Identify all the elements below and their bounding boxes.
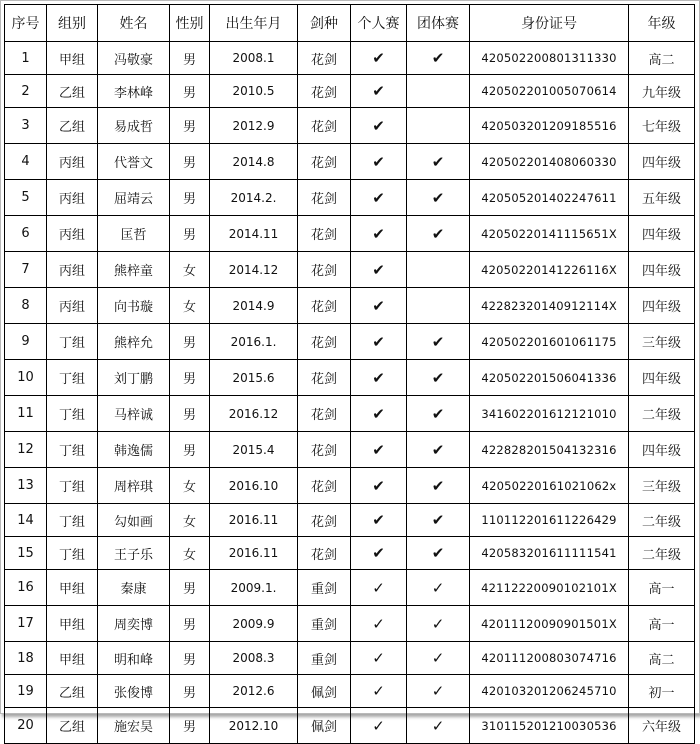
cell-group: 丙组 [47,180,98,216]
header-individual: 个人赛 [351,5,407,42]
cell-team-mark [407,108,470,144]
cell-weapon: 花剑 [298,180,351,216]
cell-grade: 四年级 [629,144,695,180]
cell-gender: 女 [170,468,210,504]
cell-name: 刘丁鹏 [98,360,170,396]
cell-name: 熊梓童 [98,252,170,288]
cell-gender: 女 [170,537,210,570]
cell-name: 施宏昊 [98,708,170,744]
cell-gender: 男 [170,570,210,606]
cell-grade: 二年级 [629,537,695,570]
cell-gender: 男 [170,108,210,144]
cell-team-mark: ✔ [407,180,470,216]
cell-gender: 男 [170,216,210,252]
cell-name: 王子乐 [98,537,170,570]
cell-team-mark: ✓ [407,606,470,642]
cell-grade: 四年级 [629,360,695,396]
cell-id-number: 420502201601061175 [470,324,629,360]
cell-id-number: 420505201402247611 [470,180,629,216]
cell-weapon: 花剑 [298,75,351,108]
cell-grade: 五年级 [629,180,695,216]
cell-individual-mark: ✔ [351,252,407,288]
cell-gender: 男 [170,324,210,360]
cell-weapon: 花剑 [298,144,351,180]
table-header [5,5,695,42]
cell-team-mark: ✔ [407,432,470,468]
cell-team-mark: ✓ [407,642,470,675]
cell-no: 4 [5,144,47,180]
cell-grade: 三年级 [629,468,695,504]
cell-no: 6 [5,216,47,252]
table-row [5,75,695,108]
cell-birth: 2016.1. [210,324,298,360]
cell-id-number: 341602201612121010 [470,396,629,432]
cell-no: 7 [5,252,47,288]
cell-grade: 高二 [629,42,695,75]
cell-group: 甲组 [47,42,98,75]
cell-weapon: 花剑 [298,504,351,537]
cell-grade: 三年级 [629,324,695,360]
cell-weapon: 佩剑 [298,708,351,744]
cell-gender: 男 [170,75,210,108]
cell-id-number: 310115201210030536 [470,708,629,744]
cell-individual-mark: ✔ [351,42,407,75]
cell-individual-mark: ✔ [351,288,407,324]
cell-id-number: 420503201209185516 [470,108,629,144]
cell-birth: 2009.1. [210,570,298,606]
cell-team-mark [407,75,470,108]
cell-grade: 二年级 [629,396,695,432]
cell-individual-mark: ✔ [351,396,407,432]
cell-weapon: 重剑 [298,606,351,642]
cell-team-mark: ✔ [407,504,470,537]
cell-no: 8 [5,288,47,324]
cell-id-number: 420502201506041336 [470,360,629,396]
cell-no: 13 [5,468,47,504]
cell-name: 屈靖云 [98,180,170,216]
cell-birth: 2012.10 [210,708,298,744]
cell-weapon: 花剑 [298,216,351,252]
cell-grade: 四年级 [629,432,695,468]
cell-weapon: 重剑 [298,642,351,675]
table-row [5,42,695,75]
cell-team-mark: ✔ [407,216,470,252]
cell-birth: 2016.10 [210,468,298,504]
cell-gender: 男 [170,675,210,708]
cell-weapon: 花剑 [298,396,351,432]
cell-group: 丁组 [47,504,98,537]
cell-individual-mark: ✓ [351,642,407,675]
cell-birth: 2015.4 [210,432,298,468]
cell-id-number: 420502201005070614 [470,75,629,108]
cell-id-number: 42050220161021062x [470,468,629,504]
cell-name: 周奕博 [98,606,170,642]
cell-id-number: 42050220141115651X [470,216,629,252]
header-group: 组别 [47,5,98,42]
cell-individual-mark: ✔ [351,180,407,216]
cell-no: 15 [5,537,47,570]
cell-gender: 男 [170,606,210,642]
cell-name: 马梓诚 [98,396,170,432]
cell-team-mark: ✔ [407,42,470,75]
cell-weapon: 重剑 [298,570,351,606]
cell-individual-mark: ✓ [351,708,407,744]
header-id: 身份证号 [470,5,629,42]
cell-group: 丙组 [47,216,98,252]
cell-grade: 六年级 [629,708,695,744]
cell-gender: 男 [170,708,210,744]
cell-birth: 2010.5 [210,75,298,108]
cell-id-number: 420502201408060330 [470,144,629,180]
cell-individual-mark: ✔ [351,537,407,570]
cell-group: 乙组 [47,75,98,108]
table-body [5,42,695,744]
table-row [5,675,695,708]
cell-no: 19 [5,675,47,708]
cell-birth: 2014.9 [210,288,298,324]
cell-birth: 2016.12 [210,396,298,432]
cell-group: 乙组 [47,708,98,744]
cell-gender: 男 [170,180,210,216]
table-row [5,642,695,675]
cell-grade: 七年级 [629,108,695,144]
cell-group: 丁组 [47,432,98,468]
cell-name: 代誉文 [98,144,170,180]
cell-grade: 九年级 [629,75,695,108]
cell-name: 李林峰 [98,75,170,108]
cell-id-number: 110112201611226429 [470,504,629,537]
cell-gender: 女 [170,252,210,288]
cell-individual-mark: ✔ [351,432,407,468]
cell-name: 易成哲 [98,108,170,144]
cell-team-mark: ✓ [407,675,470,708]
cell-individual-mark: ✓ [351,570,407,606]
cell-individual-mark: ✔ [351,468,407,504]
cell-no: 9 [5,324,47,360]
cell-gender: 男 [170,42,210,75]
cell-gender: 女 [170,288,210,324]
cell-team-mark: ✔ [407,468,470,504]
cell-no: 10 [5,360,47,396]
cell-id-number: 42112220090102101X [470,570,629,606]
cell-group: 丙组 [47,288,98,324]
table-row [5,324,695,360]
cell-no: 11 [5,396,47,432]
header-grade: 年级 [629,5,695,42]
cell-group: 丁组 [47,537,98,570]
cell-name: 张俊博 [98,675,170,708]
cell-team-mark: ✔ [407,537,470,570]
cell-birth: 2008.1 [210,42,298,75]
header-team: 团体赛 [407,5,470,42]
cell-individual-mark: ✔ [351,144,407,180]
cell-individual-mark: ✔ [351,75,407,108]
cell-gender: 男 [170,360,210,396]
cell-weapon: 花剑 [298,432,351,468]
cell-team-mark: ✔ [407,360,470,396]
cell-name: 向书璇 [98,288,170,324]
cell-team-mark: ✔ [407,396,470,432]
table-row [5,570,695,606]
cell-id-number: 420103201206245710 [470,675,629,708]
cell-weapon: 花剑 [298,108,351,144]
cell-weapon: 花剑 [298,288,351,324]
cell-team-mark: ✔ [407,324,470,360]
cell-grade: 初一 [629,675,695,708]
cell-name: 周梓琪 [98,468,170,504]
cell-id-number: 420502200801311330 [470,42,629,75]
cell-birth: 2014.11 [210,216,298,252]
cell-id-number: 420111200803074716 [470,642,629,675]
table-row [5,708,695,744]
cell-birth: 2014.12 [210,252,298,288]
table-row [5,252,695,288]
cell-birth: 2009.9 [210,606,298,642]
cell-team-mark: ✓ [407,708,470,744]
cell-weapon: 花剑 [298,360,351,396]
cell-team-mark: ✔ [407,144,470,180]
cell-weapon: 花剑 [298,537,351,570]
cell-name: 匡哲 [98,216,170,252]
cell-no: 14 [5,504,47,537]
cell-no: 16 [5,570,47,606]
cell-group: 甲组 [47,642,98,675]
table-row [5,468,695,504]
table-row [5,537,695,570]
cell-grade: 高一 [629,606,695,642]
cell-gender: 男 [170,432,210,468]
cell-no: 5 [5,180,47,216]
cell-team-mark [407,252,470,288]
cell-no: 2 [5,75,47,108]
cell-gender: 男 [170,144,210,180]
table-row [5,288,695,324]
cell-group: 乙组 [47,108,98,144]
cell-weapon: 花剑 [298,42,351,75]
cell-birth: 2012.9 [210,108,298,144]
cell-grade: 四年级 [629,252,695,288]
cell-group: 丁组 [47,468,98,504]
cell-grade: 四年级 [629,216,695,252]
cell-individual-mark: ✓ [351,606,407,642]
cell-grade: 二年级 [629,504,695,537]
table-row [5,396,695,432]
cell-group: 甲组 [47,606,98,642]
table-row [5,180,695,216]
cell-individual-mark: ✔ [351,324,407,360]
cell-weapon: 花剑 [298,252,351,288]
cell-name: 冯敬豪 [98,42,170,75]
cell-no: 20 [5,708,47,744]
cell-gender: 女 [170,504,210,537]
cell-name: 勾如画 [98,504,170,537]
cell-no: 12 [5,432,47,468]
cell-name: 韩逸儒 [98,432,170,468]
cell-id-number: 422828201504132316 [470,432,629,468]
header-name: 姓名 [98,5,170,42]
cell-grade: 高二 [629,642,695,675]
table-row [5,504,695,537]
cell-birth: 2012.6 [210,675,298,708]
cell-name: 熊梓允 [98,324,170,360]
cell-id-number: 42011120090901501X [470,606,629,642]
table-row [5,216,695,252]
cell-id-number: 42282320140912114X [470,288,629,324]
cell-name: 秦康 [98,570,170,606]
header-weapon: 剑种 [298,5,351,42]
cell-birth: 2015.6 [210,360,298,396]
table-row [5,606,695,642]
table-row [5,144,695,180]
cell-birth: 2014.8 [210,144,298,180]
cell-individual-mark: ✔ [351,216,407,252]
cell-weapon: 花剑 [298,468,351,504]
cell-team-mark: ✓ [407,570,470,606]
cell-name: 明和峰 [98,642,170,675]
roster-table [4,4,695,744]
cell-no: 3 [5,108,47,144]
cell-weapon: 佩剑 [298,675,351,708]
cell-grade: 四年级 [629,288,695,324]
cell-group: 丙组 [47,252,98,288]
cell-group: 丙组 [47,144,98,180]
cell-group: 丁组 [47,360,98,396]
header-gender: 性别 [170,5,210,42]
table-row [5,108,695,144]
table-row [5,360,695,396]
cell-individual-mark: ✔ [351,108,407,144]
cell-birth: 2008.3 [210,642,298,675]
cell-individual-mark: ✓ [351,675,407,708]
cell-no: 18 [5,642,47,675]
cell-group: 丁组 [47,396,98,432]
cell-grade: 高一 [629,570,695,606]
table-row [5,432,695,468]
cell-individual-mark: ✔ [351,360,407,396]
cell-weapon: 花剑 [298,324,351,360]
cell-no: 1 [5,42,47,75]
cell-team-mark [407,288,470,324]
cell-birth: 2014.2. [210,180,298,216]
header-no: 序号 [5,5,47,42]
cell-gender: 男 [170,642,210,675]
cell-gender: 男 [170,396,210,432]
cell-id-number: 42050220141226116X [470,252,629,288]
header-birth: 出生年月 [210,5,298,42]
cell-birth: 2016.11 [210,504,298,537]
cell-no: 17 [5,606,47,642]
cell-id-number: 420583201611111541 [470,537,629,570]
cell-birth: 2016.11 [210,537,298,570]
cell-individual-mark: ✔ [351,504,407,537]
cell-group: 甲组 [47,570,98,606]
cell-group: 丁组 [47,324,98,360]
cell-group: 乙组 [47,675,98,708]
